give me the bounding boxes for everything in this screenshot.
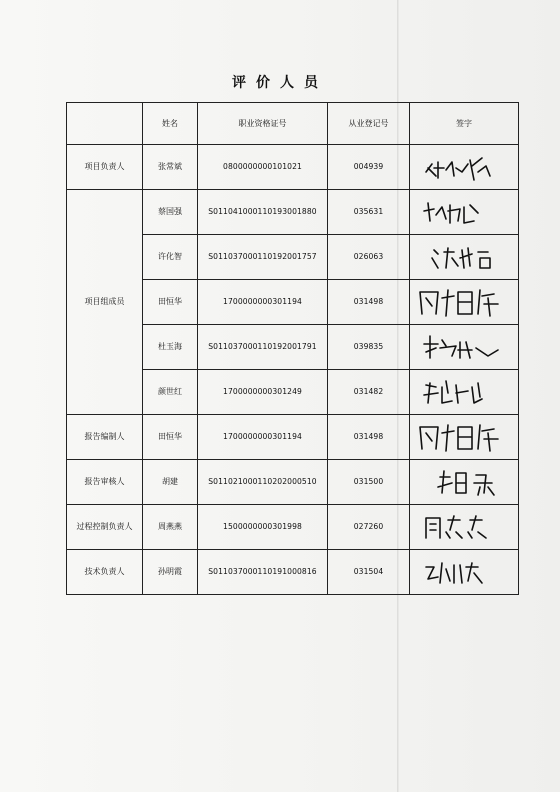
signature-cell: [410, 460, 519, 505]
header-cert: 职业资格证号: [198, 103, 328, 145]
role-cell: 项目负责人: [67, 145, 143, 190]
cert-cell: 0800000000101021: [198, 145, 328, 190]
name-cell: 蔡国强: [143, 190, 198, 235]
table-row: [67, 415, 519, 460]
name-cell: 杜玉海: [143, 325, 198, 370]
reg-cell: 026063: [328, 235, 410, 280]
reg-cell: 031504: [328, 550, 410, 595]
reg-cell: 027260: [328, 505, 410, 550]
table-row: [67, 460, 519, 505]
name-cell: 颜世红: [143, 370, 198, 415]
reg-cell: 031498: [328, 415, 410, 460]
header-signature: 签字: [410, 103, 519, 145]
table-row: [67, 550, 519, 595]
table-row: [67, 190, 519, 235]
cert-cell: 1700000000301249: [198, 370, 328, 415]
name-cell: 许化智: [143, 235, 198, 280]
handwritten-signature: [416, 555, 512, 589]
name-cell: 孙明霞: [143, 550, 198, 595]
name-cell: 周燕燕: [143, 505, 198, 550]
personnel-table: [66, 102, 519, 595]
handwritten-signature: [416, 465, 512, 499]
cert-cell: 1500000000301998: [198, 505, 328, 550]
header-name: 姓名: [143, 103, 198, 145]
name-cell: 张常斌: [143, 145, 198, 190]
cert-cell: S011037000110192001757: [198, 235, 328, 280]
cert-cell: S011037000110191000816: [198, 550, 328, 595]
cert-cell: 1700000000301194: [198, 280, 328, 325]
signature-cell: [410, 145, 519, 190]
role-cell: 项目组成员: [67, 190, 143, 415]
signature-cell: [410, 325, 519, 370]
table-row: [67, 505, 519, 550]
role-cell: 过程控制负责人: [67, 505, 143, 550]
signature-cell: [410, 370, 519, 415]
handwritten-signature: [416, 240, 512, 274]
signature-cell: [410, 190, 519, 235]
name-cell: 田恒华: [143, 280, 198, 325]
signature-cell: [410, 505, 519, 550]
name-cell: 胡建: [143, 460, 198, 505]
signature-cell: [410, 280, 519, 325]
table-header-row: [67, 103, 519, 145]
reg-cell: 004939: [328, 145, 410, 190]
table-row: [67, 145, 519, 190]
handwritten-signature: [414, 419, 514, 455]
reg-cell: 031498: [328, 280, 410, 325]
cert-cell: 1700000000301194: [198, 415, 328, 460]
role-cell: 报告编制人: [67, 415, 143, 460]
signature-cell: [410, 415, 519, 460]
handwritten-signature: [414, 284, 514, 320]
role-cell: 报告审核人: [67, 460, 143, 505]
reg-cell: 031482: [328, 370, 410, 415]
header-reg: 从业登记号: [328, 103, 410, 145]
handwritten-signature: [416, 330, 512, 364]
handwritten-signature: [416, 150, 512, 184]
role-cell: 技术负责人: [67, 550, 143, 595]
signature-cell: [410, 550, 519, 595]
cert-cell: S011037000110192001791: [198, 325, 328, 370]
reg-cell: 031500: [328, 460, 410, 505]
cert-cell: S011021000110202000510: [198, 460, 328, 505]
handwritten-signature: [416, 510, 512, 544]
name-cell: 田恒华: [143, 415, 198, 460]
cert-cell: S011041000110193001880: [198, 190, 328, 235]
header-role: [67, 103, 143, 145]
reg-cell: 035631: [328, 190, 410, 235]
signature-cell: [410, 235, 519, 280]
page-title: 评价人员: [232, 75, 328, 91]
handwritten-signature: [416, 195, 512, 229]
handwritten-signature: [416, 375, 512, 409]
reg-cell: 039835: [328, 325, 410, 370]
